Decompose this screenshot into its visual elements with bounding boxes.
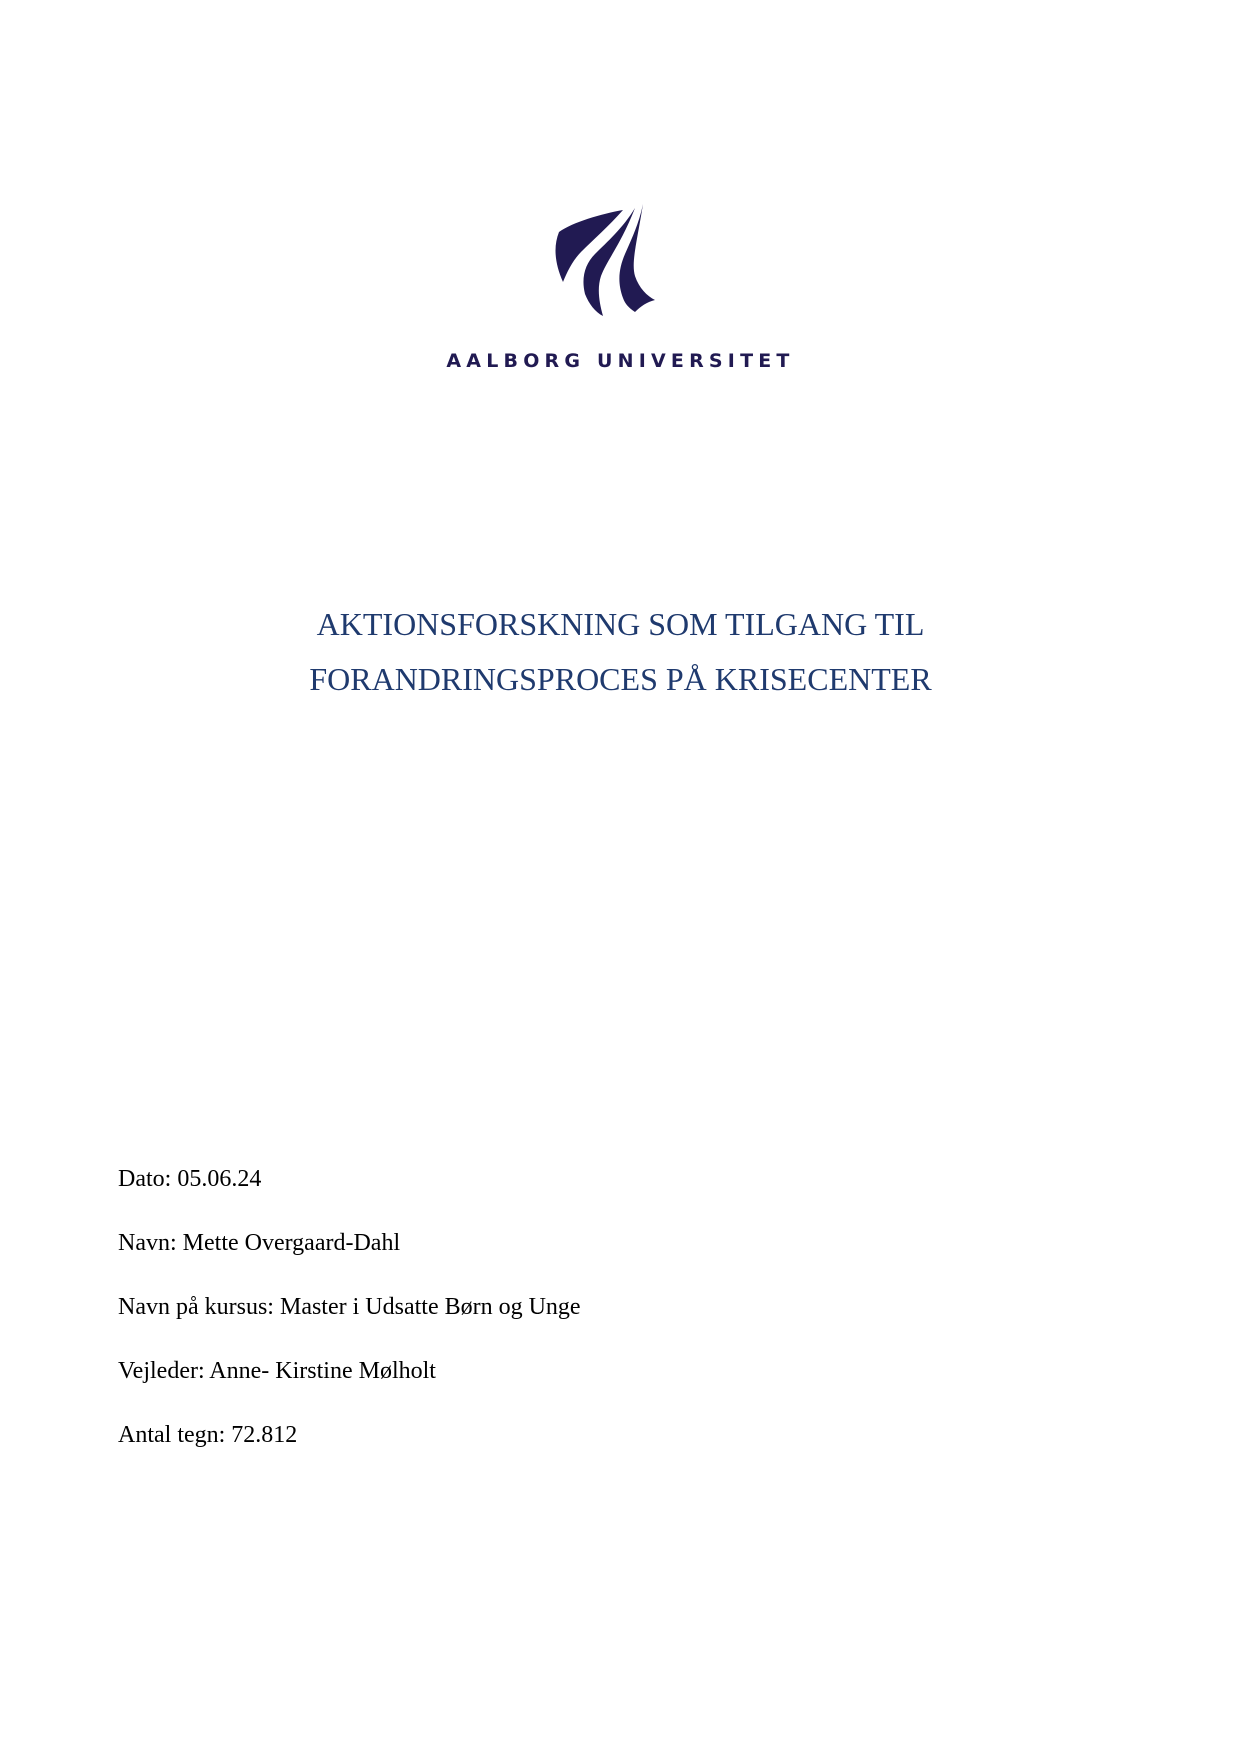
- detail-author-name: Navn: Mette Overgaard-Dahl: [118, 1230, 401, 1256]
- detail-course-name: Navn på kursus: Master i Udsatte Børn og Unge: [118, 1294, 581, 1320]
- aau-logo-icon: [551, 202, 661, 317]
- document-title-line-2: FORANDRINGSPROCES PÅ KRISECENTER: [309, 661, 932, 697]
- detail-date: Dato: 05.06.24: [118, 1166, 262, 1192]
- detail-character-count: Antal tegn: 72.812: [118, 1422, 298, 1448]
- institution-wordmark: AALBORG UNIVERSITET: [446, 350, 795, 372]
- detail-supervisor: Vejleder: Anne- Kirstine Mølholt: [118, 1358, 436, 1384]
- document-title-line-1: AKTIONSFORSKNING SOM TILGANG TIL: [316, 606, 925, 642]
